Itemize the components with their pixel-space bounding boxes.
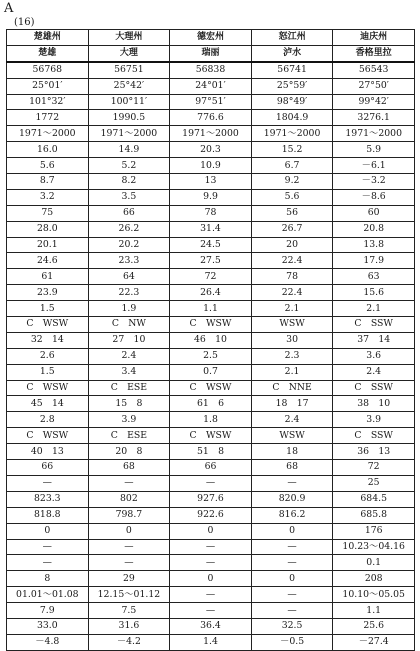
table-row [7,571,415,587]
table-cell: 20.2 [88,237,170,253]
table-cell: 12.15～01.12 [88,587,170,603]
table-cell: 15.6 [333,285,415,301]
table-row [7,317,415,333]
table-cell: 927.6 [170,491,252,507]
table-cell: 1971～2000 [88,126,170,142]
table-cell: 5.6 [251,189,333,205]
table-cell: 14.9 [88,142,170,158]
table-header-row [7,30,415,46]
table-cell: 泸水 [251,45,333,61]
table-cell: WSW [251,428,333,444]
table-cell: －4.8 [7,634,89,650]
table-row [7,539,415,555]
table-cell: 20.3 [170,142,252,158]
table-cell: 685.8 [333,507,415,523]
table-cell: C WSW [170,428,252,444]
table-cell: 23.9 [7,285,89,301]
table-cell: 56768 [7,62,89,78]
table-cell: 78 [170,205,252,221]
table-cell: 56543 [333,62,415,78]
table-cell: 13.8 [333,237,415,253]
table-row [7,587,415,603]
table-row [7,507,415,523]
table-cell: 24.6 [7,253,89,269]
table-cell: 823.3 [7,491,89,507]
table-cell: 1804.9 [251,110,333,126]
table-cell: 20 [251,237,333,253]
table-cell: 1.8 [170,412,252,428]
table-cell: C NW [88,317,170,333]
table-cell: 31.4 [170,221,252,237]
table-cell: 20.8 [333,221,415,237]
table-cell: 176 [333,523,415,539]
table-cell: 22.4 [251,253,333,269]
corner-label: A [4,1,14,16]
prefecture-header: 楚雄州 [7,30,89,46]
table-cell: 0 [251,523,333,539]
table-cell: 15 8 [88,396,170,412]
table-cell: 816.2 [251,507,333,523]
table-cell: C SSW [333,428,415,444]
table-cell: 7.9 [7,603,89,619]
table-row [7,110,415,126]
table-cell: 56 [251,205,333,221]
table-cell: WSW [251,317,333,333]
table-cell: 101°32′ [7,94,89,110]
table-row [7,269,415,285]
table-row [7,237,415,253]
table-row [7,603,415,619]
table-cell: C WSW [7,317,89,333]
table-cell: 10.10～05.05 [333,587,415,603]
prefecture-header: 迪庆州 [333,30,415,46]
table-cell: 75 [7,205,89,221]
table-row [7,332,415,348]
table-cell: 64 [88,269,170,285]
table-cell: 18 [251,444,333,460]
table-cell: 45 14 [7,396,89,412]
table-cell: 2.3 [251,348,333,364]
table-row [7,380,415,396]
table-cell: 17.9 [333,253,415,269]
table-cell: — [251,539,333,555]
table-cell: 72 [170,269,252,285]
table-cell: 66 [7,460,89,476]
table-cell: 28.0 [7,221,89,237]
table-cell: －0.5 [251,634,333,650]
table-row [7,253,415,269]
table-cell: 6.7 [251,158,333,174]
table-cell: 01.01～01.08 [7,587,89,603]
table-row [7,364,415,380]
table-cell: 2.6 [7,348,89,364]
table-row [7,221,415,237]
table-row [7,555,415,571]
table-cell: — [7,475,89,491]
table-cell: 0.1 [333,555,415,571]
table-cell: 56751 [88,62,170,78]
table-cell: 30 [251,332,333,348]
table-cell: 208 [333,571,415,587]
table-cell: — [170,587,252,603]
table-cell: — [7,555,89,571]
table-cell: 5.2 [88,158,170,174]
table-cell: 1.1 [333,603,415,619]
table-cell: 20 8 [88,444,170,460]
table-cell: 3.6 [333,348,415,364]
table-row [7,428,415,444]
table-cell: 99°42′ [333,94,415,110]
table-cell: 0 [88,523,170,539]
table-cell: 瑞丽 [170,45,252,61]
table-cell: 8.7 [7,174,89,190]
table-cell: 2.1 [251,364,333,380]
table-row [7,189,415,205]
table-cell: 2.4 [251,412,333,428]
table-cell: — [251,555,333,571]
table-cell: — [170,603,252,619]
table-cell: －4.2 [88,634,170,650]
table-row [7,285,415,301]
climate-data-table [6,29,415,651]
table-row [7,412,415,428]
table-cell: 5.9 [333,142,415,158]
table-row [7,174,415,190]
table-cell: C WSW [170,380,252,396]
prefecture-header: 德宏州 [170,30,252,46]
table-cell: 0 [170,523,252,539]
table-cell: 16.0 [7,142,89,158]
table-cell: 2.1 [333,301,415,317]
prefecture-header: 大理州 [88,30,170,46]
table-cell: 66 [170,460,252,476]
table-row [7,301,415,317]
table-cell: 37 14 [333,332,415,348]
table-cell: — [251,475,333,491]
table-cell: 1971～2000 [7,126,89,142]
table-cell: 3.9 [333,412,415,428]
table-cell: 98°49′ [251,94,333,110]
table-cell: C ESE [88,428,170,444]
table-row [7,142,415,158]
table-cell: 9.9 [170,189,252,205]
table-row [7,126,415,142]
table-row [7,618,415,634]
table-cell: 61 6 [170,396,252,412]
table-cell: — [88,539,170,555]
table-cell: C WSW [7,428,89,444]
table-row [7,94,415,110]
table-cell: 25°42′ [88,78,170,94]
table-cell: 26.2 [88,221,170,237]
table-cell: C ESE [88,380,170,396]
table-cell: 7.5 [88,603,170,619]
table-cell: 46 10 [170,332,252,348]
table-cell: C WSW [170,317,252,333]
table-cell: 51 8 [170,444,252,460]
table-cell: 24.5 [170,237,252,253]
table-cell: — [88,475,170,491]
table-cell: 32 14 [7,332,89,348]
table-cell: 68 [251,460,333,476]
table-cell: — [170,555,252,571]
table-cell: 56741 [251,62,333,78]
table-cell: 2.1 [251,301,333,317]
table-cell: 22.3 [88,285,170,301]
table-cell: －6.1 [333,158,415,174]
table-cell: 1.9 [88,301,170,317]
table-cell: 100°11′ [88,94,170,110]
table-cell: 8 [7,571,89,587]
table-cell: 72 [333,460,415,476]
table-cell: 0 [251,571,333,587]
table-cell: 2.5 [170,348,252,364]
table-cell: 802 [88,491,170,507]
prefecture-header: 怒江州 [251,30,333,46]
table-row [7,444,415,460]
table-cell: — [88,555,170,571]
table-cell: 38 10 [333,396,415,412]
table-cell: 5.6 [7,158,89,174]
table-cell: 0 [170,571,252,587]
table-row [7,523,415,539]
table-cell: 684.5 [333,491,415,507]
table-row [7,460,415,476]
table-cell: 776.6 [170,110,252,126]
table-row [7,62,415,78]
table-cell: — [251,603,333,619]
table-cell: 97°51′ [170,94,252,110]
table-cell: 楚雄 [7,45,89,61]
table-cell: 25.6 [333,618,415,634]
table-cell: 31.6 [88,618,170,634]
table-cell: 27 10 [88,332,170,348]
table-row [7,78,415,94]
table-cell: C WSW [7,380,89,396]
table-row [7,348,415,364]
table-cell: 78 [251,269,333,285]
table-cell: 61 [7,269,89,285]
table-cell: 25°59′ [251,78,333,94]
table-cell: 32.5 [251,618,333,634]
table-cell: 10.23～04.16 [333,539,415,555]
table-cell: 33.0 [7,618,89,634]
table-cell: 15.2 [251,142,333,158]
table-cell: 1.4 [170,634,252,650]
table-cell: －3.2 [333,174,415,190]
table-row [7,475,415,491]
table-cell: 818.8 [7,507,89,523]
table-cell: 10.9 [170,158,252,174]
table-cell: — [251,587,333,603]
table-cell: 2.4 [333,364,415,380]
table-cell: 820.9 [251,491,333,507]
table-cell: 3276.1 [333,110,415,126]
table-cell: 922.6 [170,507,252,523]
table-cell: 22.4 [251,285,333,301]
table-cell: C NNE [251,380,333,396]
table-tag: (16) [14,17,35,28]
table-row [7,205,415,221]
table-cell: 1971～2000 [170,126,252,142]
table-cell: 26.4 [170,285,252,301]
table-row [7,396,415,412]
table-cell: — [170,539,252,555]
table-cell: 3.5 [88,189,170,205]
table-cell: 8.2 [88,174,170,190]
table-row [7,491,415,507]
table-cell: 1990.5 [88,110,170,126]
table-cell: 29 [88,571,170,587]
table-cell: 60 [333,205,415,221]
table-cell: 大理 [88,45,170,61]
table-cell: 13 [170,174,252,190]
table-cell: 798.7 [88,507,170,523]
table-cell: 3.9 [88,412,170,428]
table-cell: 27.5 [170,253,252,269]
table-cell: 66 [88,205,170,221]
table-cell: 1772 [7,110,89,126]
table-cell: 1.1 [170,301,252,317]
table-cell: 2.8 [7,412,89,428]
table-row [7,158,415,174]
table-cell: －27.4 [333,634,415,650]
table-cell: C SSW [333,317,415,333]
table-cell: 1971～2000 [251,126,333,142]
table-cell: 2.4 [88,348,170,364]
table-cell: 1.5 [7,301,89,317]
table-cell: 香格里拉 [333,45,415,61]
table-cell: — [7,539,89,555]
table-cell: 56838 [170,62,252,78]
table-cell: 36.4 [170,618,252,634]
table-cell: 18 17 [251,396,333,412]
table-cell: C SSW [333,380,415,396]
table-cell: 9.2 [251,174,333,190]
station-name-row [7,45,415,61]
table-cell: 23.3 [88,253,170,269]
table-cell: 25 [333,475,415,491]
table-cell: 27°50′ [333,78,415,94]
table-cell: 3.2 [7,189,89,205]
table-cell: 1971～2000 [333,126,415,142]
table-cell: 24°01′ [170,78,252,94]
table-cell: 68 [88,460,170,476]
table-cell: 25°01′ [7,78,89,94]
table-row [7,634,415,650]
table-cell: 3.4 [88,364,170,380]
table-cell: 20.1 [7,237,89,253]
table-cell: 36 13 [333,444,415,460]
table-cell: — [170,475,252,491]
table-cell: 26.7 [251,221,333,237]
table-cell: 0 [7,523,89,539]
table-cell: 1.5 [7,364,89,380]
table-cell: 0.7 [170,364,252,380]
table-cell: 63 [333,269,415,285]
table-cell: 40 13 [7,444,89,460]
table-cell: －8.6 [333,189,415,205]
